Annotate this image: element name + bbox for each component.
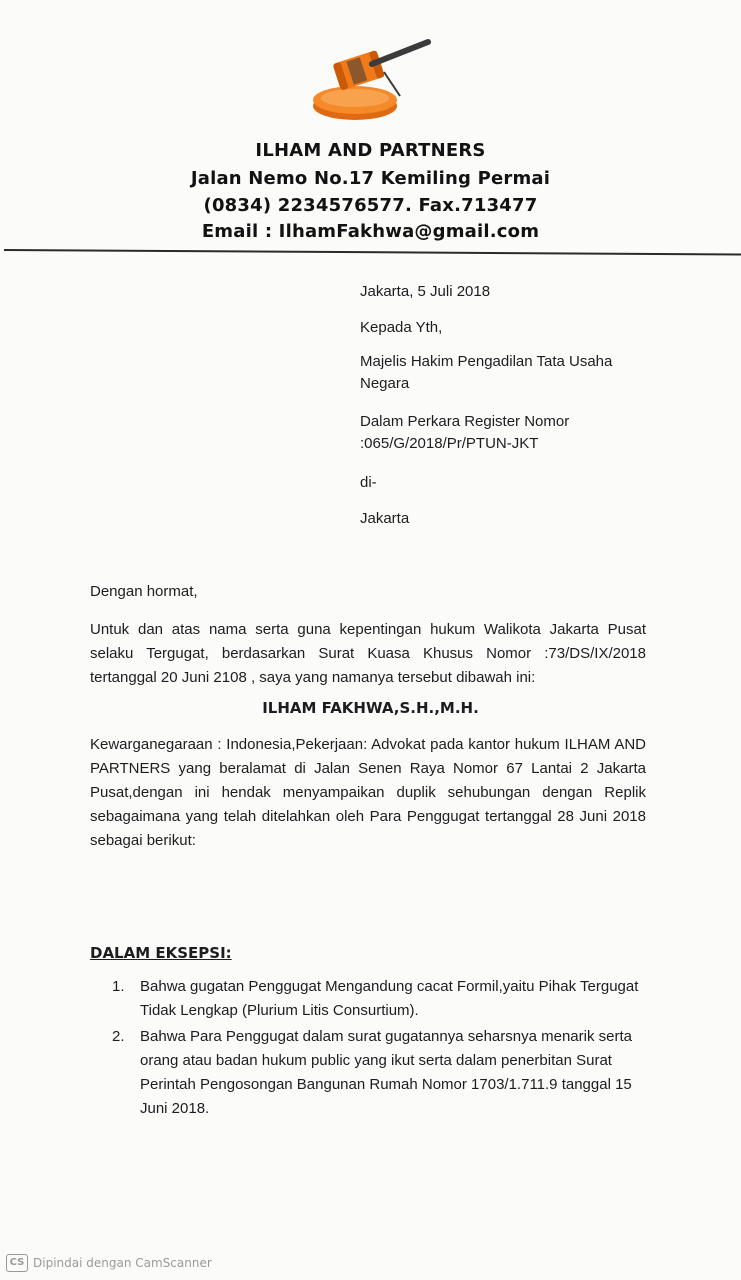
di-label: di- xyxy=(360,474,377,491)
exception-list xyxy=(108,975,648,1123)
scanner-watermark xyxy=(6,1254,212,1272)
list-number: 1. xyxy=(112,978,125,995)
letterhead-divider xyxy=(4,249,741,256)
list-number: 2. xyxy=(112,1028,125,1045)
paragraph-2: Kewarganegaraan : Indonesia,Pekerjaan: Advokat pada kantor hukum ILHAM AND PARTNERS yang beralamat di Jalan Senen Raya Nomor 67 Lantai 2 Jakarta Pusat,dengan ini hendak menyampaikan duplik sehubungan dengan Replik sebagaimana yang telah ditelahkan oleh Para Penggugat tertanggal 28 Juni 2018 sebagai berikut: xyxy=(90,736,646,849)
list-item xyxy=(108,1025,648,1121)
camscanner-icon: CS xyxy=(6,1254,28,1272)
scanner-text: Dipindai dengan CamScanner xyxy=(33,1256,212,1270)
attorney-name: ILHAM FAKHWA,S.H.,M.H. xyxy=(262,699,479,717)
paragraph-1: Untuk dan atas nama serta guna kepentingan hukum Walikota Jakarta Pusat selaku Tergugat, berdasarkan Surat Kuasa Khusus Nomor :73/DS/IX/2018 tertanggal 20 Juni 2108 , saya yang namanya tersebut dibawah ini: xyxy=(90,621,646,686)
list-item xyxy=(108,975,648,1023)
list-text: Bahwa gugatan Penggugat Mengandung cacat Formil,yaitu Pihak Tergugat Tidak Lengkap (Plurium Litis Consurtium). xyxy=(140,978,639,1019)
gavel-icon xyxy=(300,36,440,126)
list-text: Bahwa Para Penggugat dalam surat gugatannya seharsnya menarik serta orang atau badan hukum public yang ikut serta dalam penerbitan Surat Perintah Pengosongan Bangunan Rumah Nomor 1703/1.711.9 tanggal 15 Juni 2018. xyxy=(140,1028,632,1117)
recipient: Majelis Hakim Pengadilan Tata Usaha Negara xyxy=(360,353,613,392)
case-number: Dalam Perkara Register Nomor :065/G/2018/Pr/PTUN-JKT xyxy=(360,413,570,452)
recipient-city: Jakarta xyxy=(360,510,410,527)
section-title: DALAM EKSEPSI: xyxy=(90,944,232,962)
firm-phone: (0834) 2234576577. Fax.713477 xyxy=(203,195,538,216)
firm-email: Email : IlhamFakhwa@gmail.com xyxy=(201,221,540,242)
salutation-to: Kepada Yth, xyxy=(360,319,443,336)
firm-name: ILHAM AND PARTNERS xyxy=(255,140,486,161)
firm-address: Jalan Nemo No.17 Kemiling Permai xyxy=(190,168,551,189)
greeting: Dengan hormat, xyxy=(90,583,198,600)
letter-date: Jakarta, 5 Juli 2018 xyxy=(360,283,491,300)
